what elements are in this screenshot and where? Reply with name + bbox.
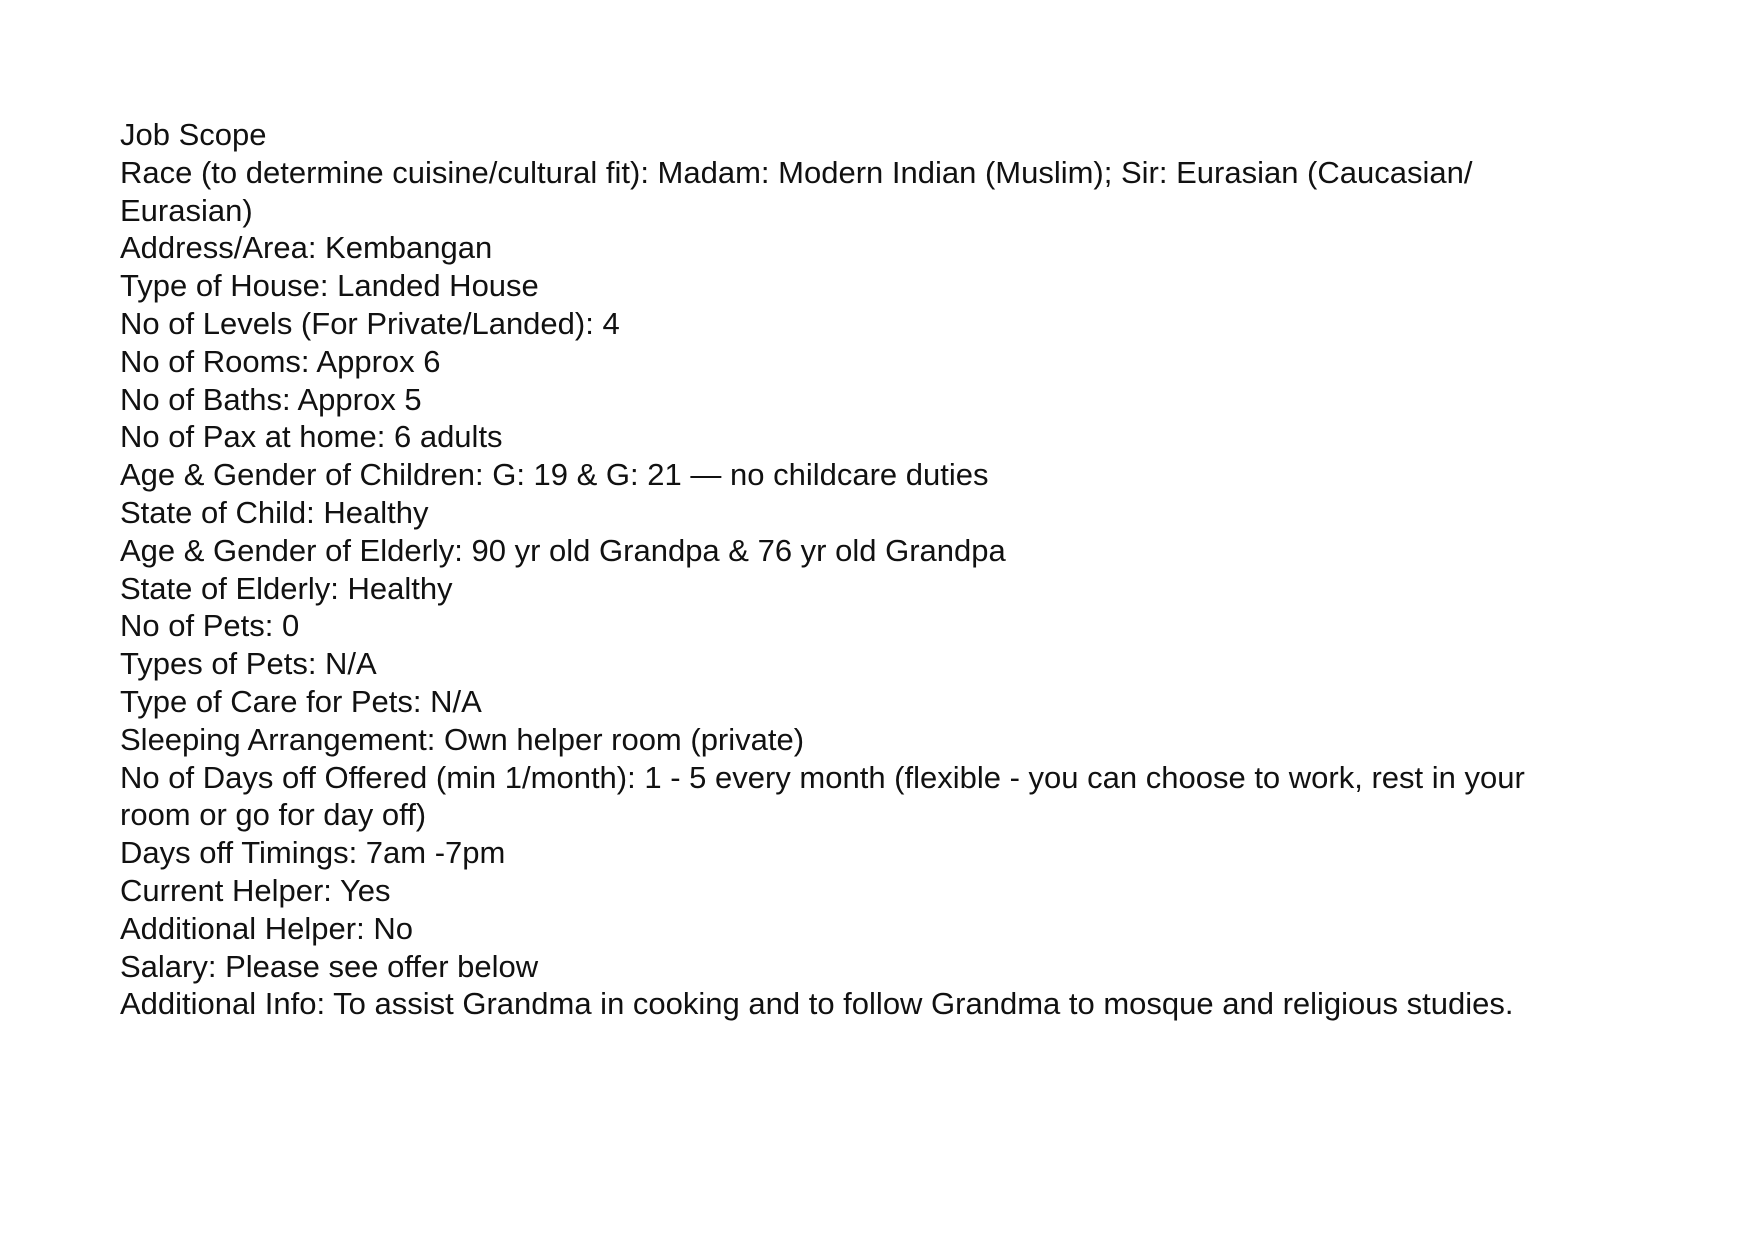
field-additional-info: Additional Info: To assist Grandma in cooking and to follow Grandma to mosque and religious studies. — [120, 986, 1514, 1022]
field-state-of-child: State of Child: Healthy — [120, 494, 429, 530]
field-pet-care: Type of Care for Pets: N/A — [120, 683, 482, 719]
field-no-of-rooms: No of Rooms: Approx 6 — [120, 343, 441, 379]
field-race: Race (to determine cuisine/cultural fit): Madam: Modern Indian (Muslim); Sir: Eurasian (Caucasian/ Eurasian) — [120, 154, 1473, 228]
field-salary: Salary: Please see offer below — [120, 948, 539, 984]
document-title: Job Scope — [120, 117, 267, 152]
field-days-off-offered: No of Days off Offered (min 1/month): 1 - 5 every month (flexible - you can choose to work, rest in your room or go for day off) — [120, 759, 1525, 833]
field-no-of-pax: No of Pax at home: 6 adults — [120, 419, 503, 455]
field-no-of-baths: No of Baths: Approx 5 — [120, 381, 422, 417]
field-children-age-gender: Age & Gender of Children: G: 19 & G: 21 — no childcare duties — [120, 457, 989, 493]
field-state-of-elderly: State of Elderly: Healthy — [120, 570, 453, 606]
field-days-off-timings: Days off Timings: 7am -7pm — [120, 835, 506, 871]
field-sleeping-arrangement: Sleeping Arrangement: Own helper room (private) — [120, 721, 805, 757]
field-type-of-house: Type of House: Landed House — [120, 268, 539, 304]
field-elderly-age-gender: Age & Gender of Elderly: 90 yr old Grandpa & 76 yr old Grandpa — [120, 532, 1006, 568]
field-no-of-pets: No of Pets: 0 — [120, 608, 300, 644]
field-no-of-levels: No of Levels (For Private/Landed): 4 — [120, 305, 620, 341]
field-additional-helper: Additional Helper: No — [120, 910, 413, 946]
field-address-area: Address/Area: Kembangan — [120, 230, 493, 266]
field-types-of-pets: Types of Pets: N/A — [120, 646, 377, 682]
field-current-helper: Current Helper: Yes — [120, 872, 391, 908]
job-scope-document — [120, 116, 1680, 1023]
